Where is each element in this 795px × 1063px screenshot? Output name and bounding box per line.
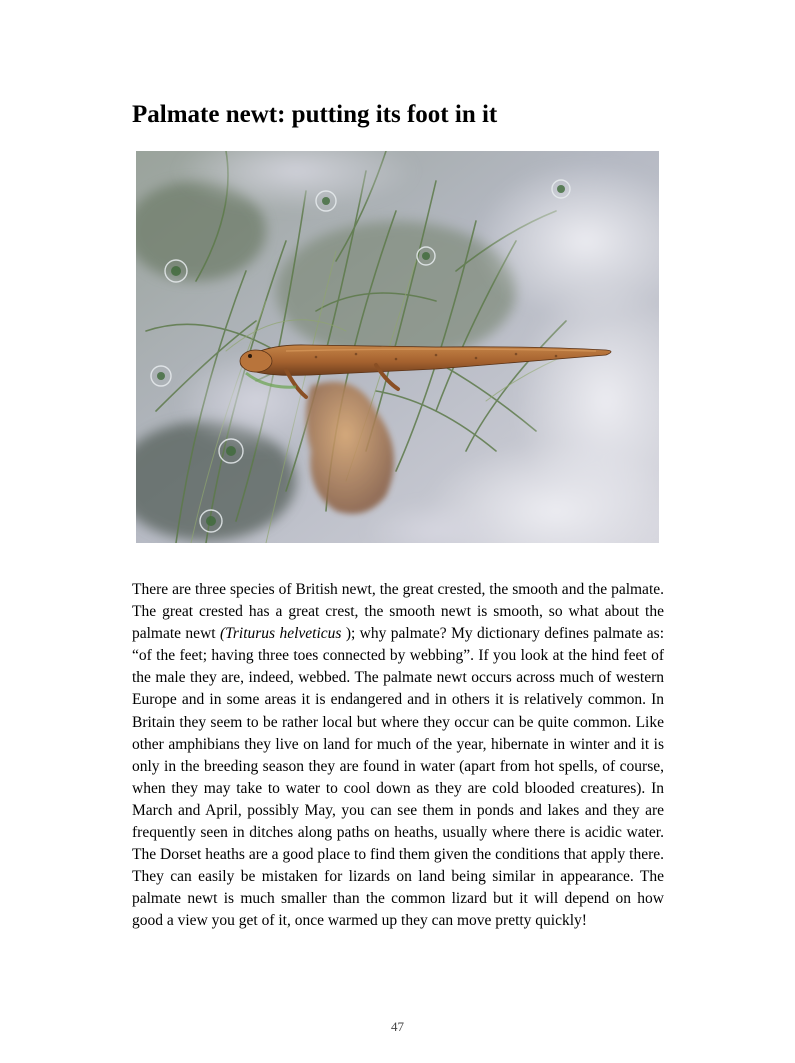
species-name: (Triturus helveticus (219, 625, 342, 643)
page-title: Palmate newt: putting its foot in it (132, 101, 498, 128)
newt-photo (136, 151, 659, 543)
paragraph-part-1: There are three species of British newt, the great crested, the smooth and the palmate. The great crested has a great crest, the smooth newt is smooth, so what about the palmate newt (132, 581, 664, 643)
body-paragraph (132, 579, 664, 933)
paragraph-part-2: ); why palmate? My dictionary defines palmate as: “of the feet; having three toes connected by webbing”. If you look at the hind feet of the male they are, indeed, webbed. The palmate newt occurs across much of western Europe and in some areas it is endangered and in others it is relatively common. In Britain they seem to be rather local but where they occur can be quite common. Like other amphibians they live on land for much of the year, hibernate in winter and it is only in the breeding season they are found in water (apart from hot spells, of course, when they may take to water to cool down as they are cold blooded creatures). In March and April, possibly May, you can see them in ponds and lakes and they are frequently seen in ditches along paths on heaths, usually where there is acidic water. The Dorset heaths are a good place to find them given the conditions that apply there. They can easily be mistaken for lizards on land being similar in appearance. The palmate newt is much smaller than the common lizard but it will depend on how good a view you get of it, once warmed up they can move pretty quickly! (132, 625, 664, 930)
page-number: 47 (391, 1019, 404, 1034)
